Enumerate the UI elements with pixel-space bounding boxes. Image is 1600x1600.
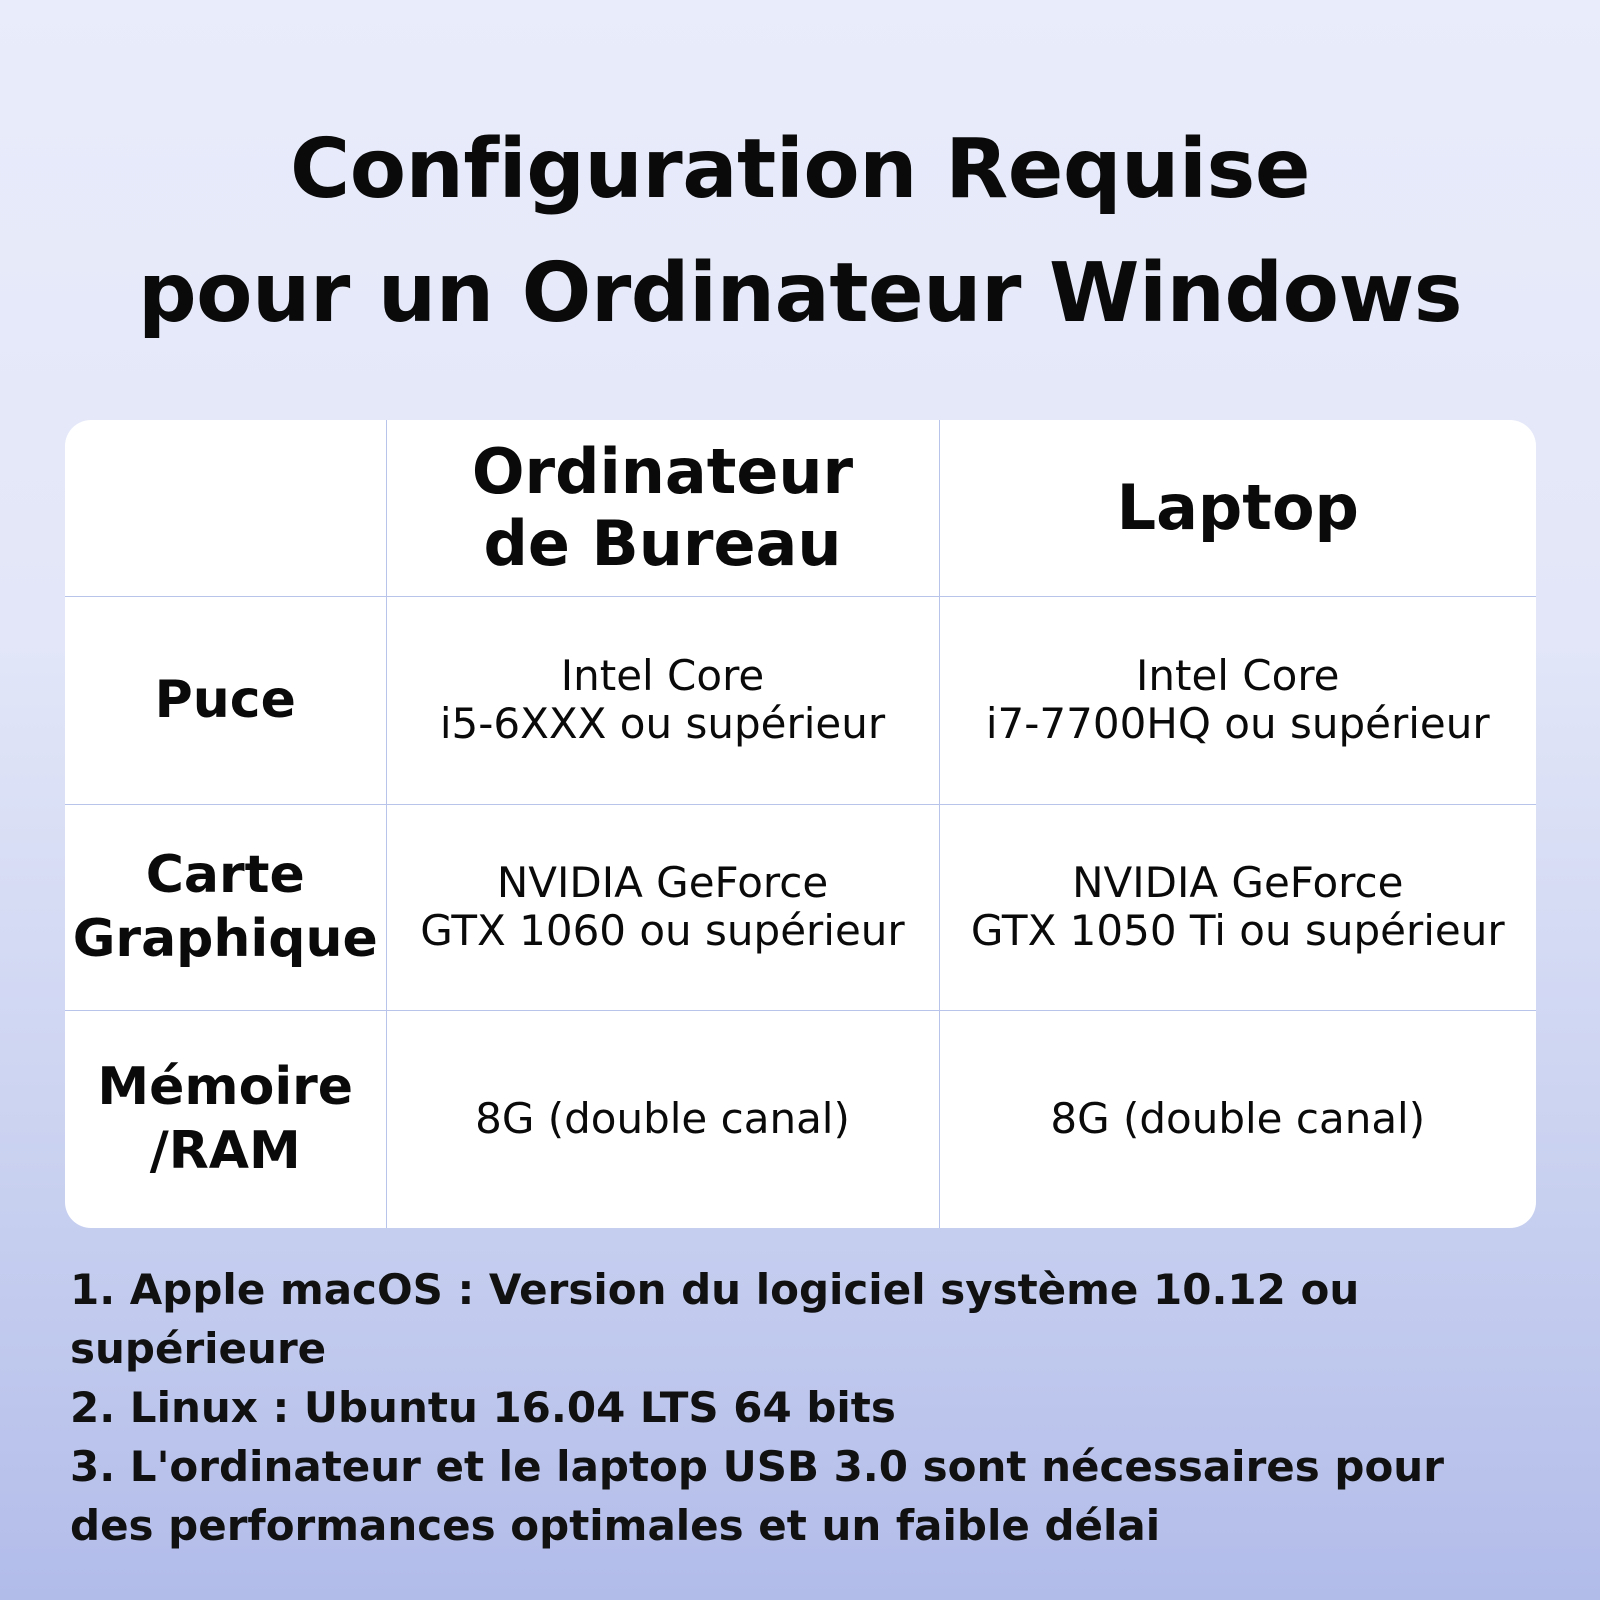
page-title-line2: pour un Ordinateur Windows [137,246,1463,341]
requirements-notes [70,1260,1540,1555]
cell-memory-desktop: 8G (double canal) [386,1010,939,1228]
row-label-chip: Puce [65,596,386,804]
note-item-linux: 2. Linux : Ubuntu 16.04 LTS 64 bits [70,1383,896,1432]
cell-graphics-desktop: NVIDIA GeForce GTX 1060 ou supérieur [386,804,939,1010]
cell-graphics-laptop: NVIDIA GeForce GTX 1050 Ti ou supérieur [939,804,1536,1010]
cell-memory-laptop: 8G (double canal) [939,1010,1536,1228]
column-header-desktop: Ordinateur de Bureau [386,420,939,596]
row-label-memory: Mémoire /RAM [65,1010,386,1228]
header-empty-cell [65,420,386,596]
cell-chip-desktop: Intel Core i5-6XXX ou supérieur [386,596,939,804]
note-item-macos: 1. Apple macOS : Version du logiciel système 10.12 ou supérieure [70,1265,1360,1373]
note-item-usb: 3. L'ordinateur et le laptop USB 3.0 sont nécessaires pour des performances optimales et un faible délai [70,1442,1444,1550]
page-title-line1: Configuration Requise [290,122,1310,217]
table-header-row [65,420,1536,596]
table-row [65,1010,1536,1228]
requirements-table [65,420,1536,1228]
column-header-laptop: Laptop [939,420,1536,596]
table-row [65,804,1536,1010]
row-label-graphics-card: Carte Graphique [65,804,386,1010]
requirements-table-card [65,420,1536,1228]
cell-chip-laptop: Intel Core i7-7700HQ ou supérieur [939,596,1536,804]
page-title [0,108,1600,356]
table-row [65,596,1536,804]
